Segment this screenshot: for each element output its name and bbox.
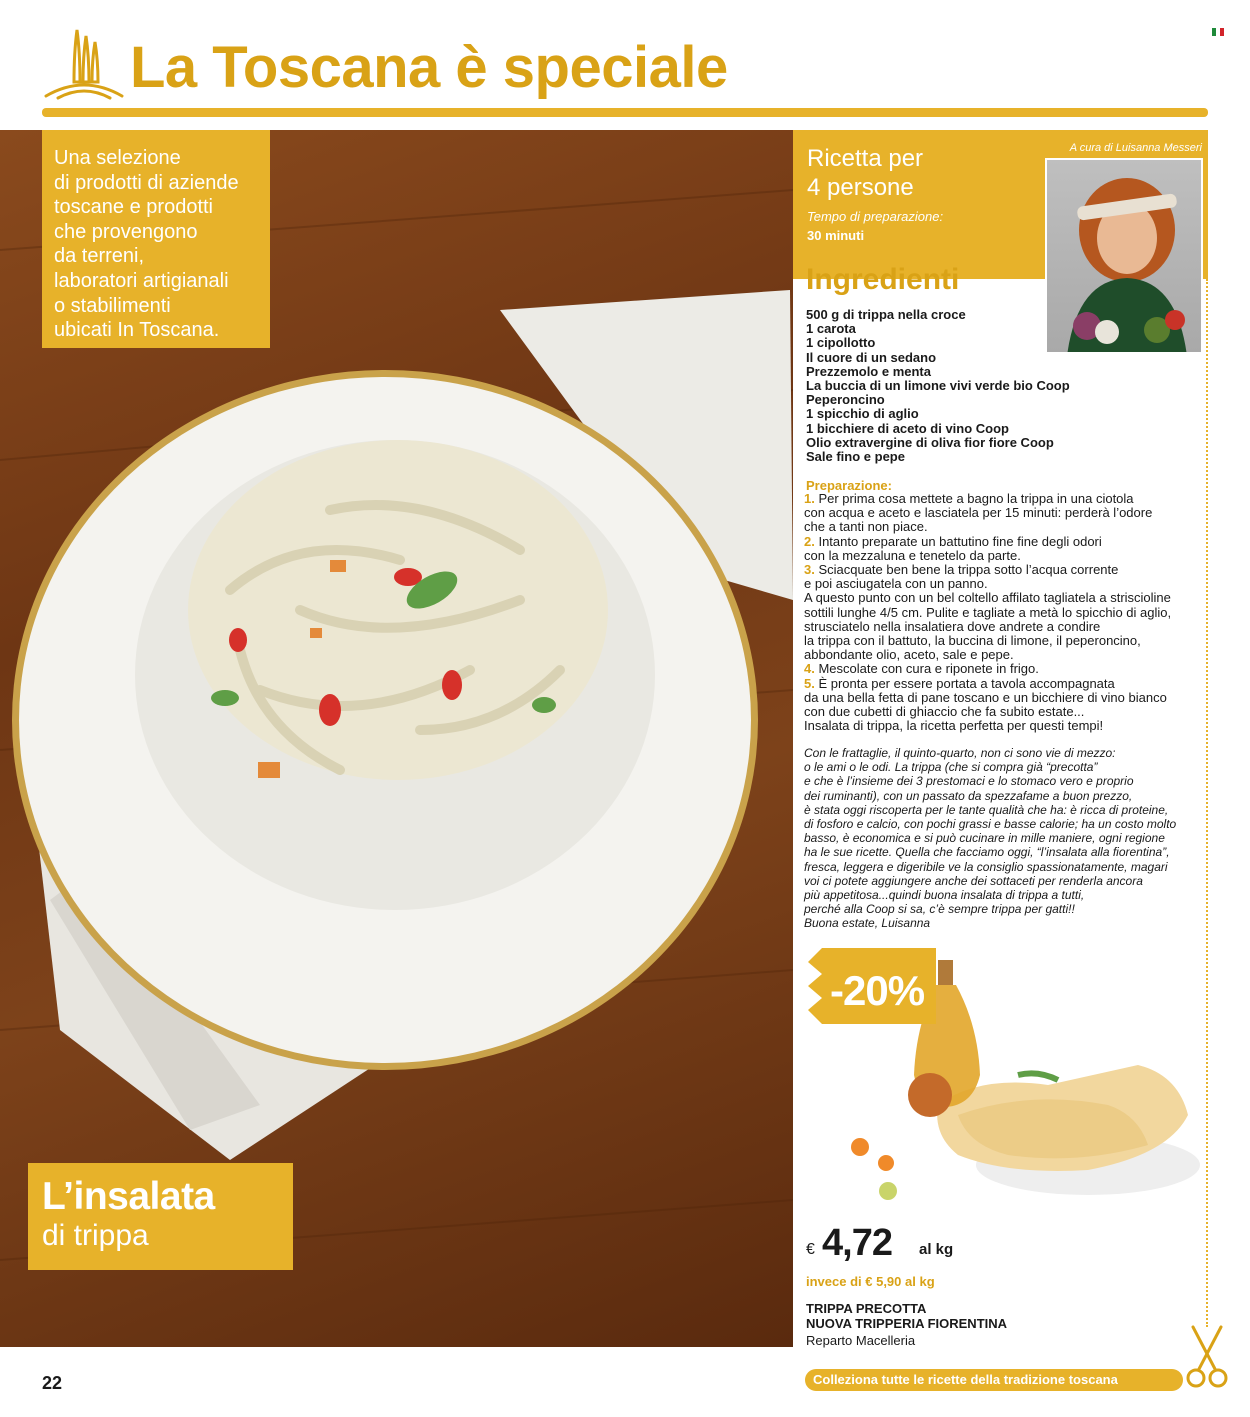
essay-line: ha le sue ricette. Quella che facciamo oggi, “l’insalata alla fiorentina”, (804, 845, 1170, 860)
page-number: 22 (42, 1373, 63, 1393)
intro-line: ubicati In Toscana. (54, 319, 220, 342)
recipe-servings (807, 144, 1032, 202)
step-text: con due cubetti di ghiaccio che fa subito estate... (804, 704, 1085, 720)
price-value: 4,72 (822, 1222, 892, 1264)
dish-subtitle: di trippa (42, 1219, 149, 1252)
step-line (804, 520, 1204, 534)
step-line (804, 577, 1204, 591)
step-line (804, 620, 1204, 634)
step-line (804, 648, 1204, 662)
discount-badge: -20% (830, 967, 925, 1014)
step-line (804, 662, 1204, 676)
header-divider (42, 108, 1208, 117)
ingredient-item: La buccia di un limone vivi verde bio Coop (806, 378, 1070, 394)
step-text: la trippa con il battuto, la buccina di limone, il peperoncino, (804, 633, 1141, 649)
step-text: Sciacquate ben bene la trippa sotto l’acqua corrente (814, 562, 1119, 578)
step-text: Insalata di trippa, la ricetta perfetta per questi tempi! (804, 718, 1104, 734)
step-number: 4. (804, 661, 815, 677)
italian-flag-icon (1212, 28, 1224, 36)
column-divider (1206, 279, 1208, 1327)
ingredient-item: 1 carota (806, 321, 856, 337)
essay-line: più appetitosa...quindi buona insalata di trippa a tutti, (804, 888, 1085, 903)
ingredient-item: Prezzemolo e menta (806, 363, 931, 379)
intro-line: Una selezione (54, 147, 181, 169)
step-number: 1. (804, 491, 815, 506)
ingredient-item: Peperoncino (806, 392, 885, 408)
ingredient-item: 1 cipollotto (806, 335, 876, 351)
intro-line: toscane e prodotti (54, 196, 213, 219)
ingredient-item: 500 g di trippa nella croce (806, 307, 966, 322)
price-unit: al kg (919, 1241, 954, 1258)
step-text: con acqua e aceto e lasciatela per 15 minuti: perderà l’odore (804, 505, 1153, 521)
intro-line: da terreni, (54, 245, 145, 268)
ingredient-item: 1 bicchiere di aceto di vino Coop (806, 420, 1009, 436)
page-title: La Toscana è speciale (130, 35, 728, 100)
step-text: abbondante olio, aceto, sale e pepe. (804, 647, 1014, 663)
essay-line: perché alla Coop si sa, c’è sempre trippa per gatti!! (804, 902, 1075, 917)
step-text: Intanto preparate un battutino fine fine degli odori (814, 533, 1102, 549)
step-line (804, 606, 1204, 620)
recipe-author: A cura di Luisanna Messeri (1069, 142, 1202, 154)
prep-time-label: Tempo di preparazione: (807, 209, 944, 224)
step-number: 2. (804, 533, 815, 549)
essay-line: di fosforo e calcio, con pochi grassi e basse calorie; ha un costo molto (804, 817, 1177, 832)
ingredient-item: Il cuore di un sedano (806, 349, 937, 365)
essay-line: Con le frattaglie, il quinto-quarto, non ci sono vie di mezzo: (804, 746, 1116, 760)
step-line (804, 691, 1204, 705)
step-line (804, 677, 1204, 691)
step-line (804, 549, 1204, 563)
step-number: 3. (804, 562, 815, 578)
step-text: che a tanti non piace. (804, 519, 928, 535)
essay-line: fresca, leggera e digeribile ve la consiglio spassionatamente, magari (804, 859, 1168, 874)
collect-recipes-bar (805, 1369, 1183, 1391)
ingredient-item: Sale fino e pepe (806, 449, 905, 465)
step-number: 5. (804, 675, 815, 691)
product-name-line: NUOVA TRIPPERIA FIORENTINA (806, 1315, 1008, 1331)
servings-line: Ricetta per (807, 145, 924, 172)
essay-line: e che è l’insieme dei 3 prestomaci e lo stomaco vero e proprio (804, 774, 1134, 789)
step-text: e poi asciugatela con un panno. (804, 576, 988, 592)
product-name (806, 1302, 1007, 1331)
essay-line: Buona estate, Luisanna (804, 916, 931, 931)
step-text: da una bella fetta di pane toscano e un bicchiere di vino bianco (804, 689, 1167, 705)
dish-title: L’insalata (42, 1175, 215, 1218)
tuscan-cypress-hills-logo (44, 22, 124, 102)
old-price: invece di € 5,90 al kg (806, 1274, 935, 1289)
servings-line: 4 persone (807, 174, 914, 201)
step-text: È pronta per essere portata a tavola accompagnata (814, 675, 1115, 691)
step-text: sottili lunghe 4/5 cm. Pulite e tagliate a metà lo spicchio di aglio, (804, 604, 1172, 620)
essay-line: o le ami o le odi. La trippa (che si compra già “precotta” (804, 760, 1098, 775)
ingredients-list (806, 308, 1070, 464)
product-department: Reparto Macelleria (806, 1333, 916, 1348)
intro-text (54, 146, 258, 343)
author-essay (804, 746, 1204, 931)
dish-title-box (28, 1163, 293, 1270)
step-line (804, 563, 1204, 577)
essay-line: basso, è economica e si può cucinare in mille maniere, ogni regione (804, 831, 1165, 846)
essay-line: dei ruminanti), con un passato da spezzafame a buon prezzo, (804, 788, 1133, 803)
essay-line: è stata oggi riscoperta per le tante qualità che ha: è ricca di proteine, (804, 802, 1169, 817)
intro-line: che provengono (54, 220, 198, 243)
collect-recipes-text: Colleziona tutte le ricette della tradizione toscana (813, 1372, 1118, 1387)
intro-line: o stabilimenti (54, 294, 171, 317)
intro-line: di prodotti di aziende (54, 171, 239, 194)
ingredients-title: Ingredienti (806, 263, 960, 296)
prep-time-value: 30 minuti (807, 228, 865, 243)
step-line (804, 506, 1204, 520)
step-line (804, 634, 1204, 648)
intro-line: laboratori artigianali (54, 269, 229, 292)
product-name-line: TRIPPA PRECOTTA (806, 1301, 927, 1316)
step-line (804, 705, 1204, 719)
step-line (804, 535, 1204, 549)
step-text: con la mezzaluna e tenetelo da parte. (804, 547, 1021, 563)
preparation-title: Preparazione: (806, 478, 892, 493)
step-text: strusciatelo nella insalatiera dove andrete a condire (804, 618, 1101, 634)
page-header (0, 0, 1250, 130)
step-text: Mescolate con cura e riponete in frigo. (814, 661, 1039, 677)
step-line (804, 591, 1204, 605)
ingredient-item: Olio extravergine di oliva fior fiore Coop (806, 434, 1054, 450)
step-line (804, 492, 1204, 506)
preparation-steps (804, 492, 1204, 733)
step-text: Per prima cosa mettete a bagno la trippa in una ciotola (814, 491, 1134, 506)
scissors-icon (1185, 1325, 1229, 1391)
essay-line: voi ci potete aggiungere anche dei sottaceti per renderla ancora (804, 873, 1143, 888)
intro-box (42, 130, 270, 348)
price-currency: € (806, 1241, 815, 1258)
ingredient-item: 1 spicchio di aglio (806, 406, 919, 422)
step-line (804, 719, 1204, 733)
step-text: A questo punto con un bel coltello affilato tagliatela a striscioline (804, 590, 1171, 606)
